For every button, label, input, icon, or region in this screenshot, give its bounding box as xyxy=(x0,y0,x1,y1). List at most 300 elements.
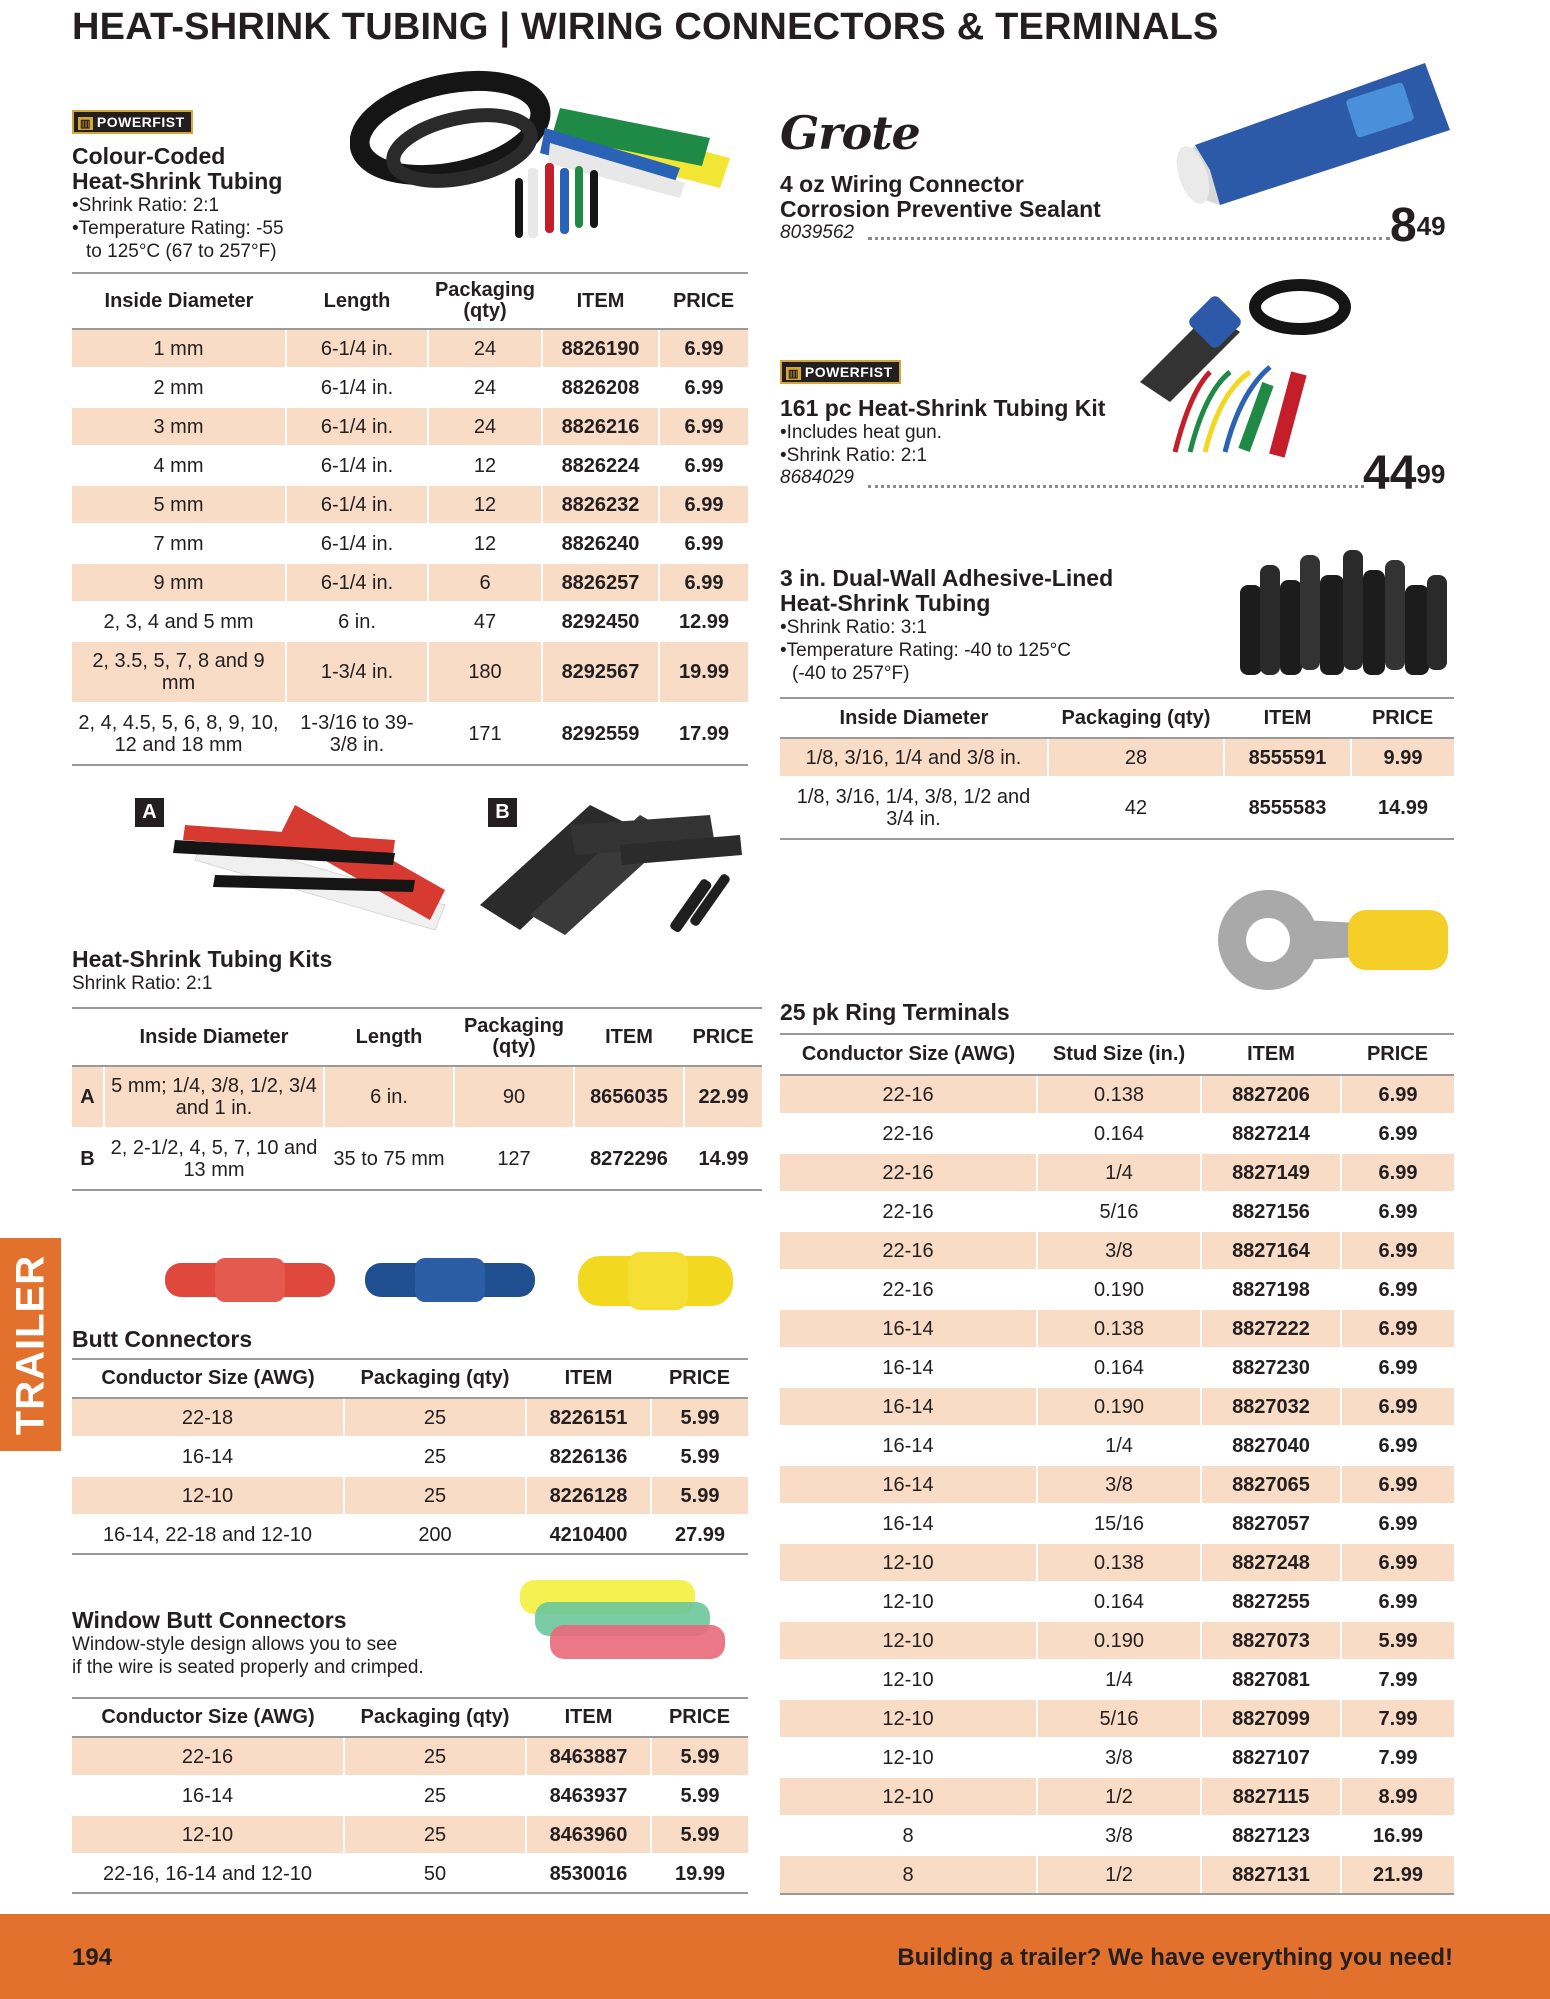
table-cell: 8827149 xyxy=(1201,1153,1341,1192)
table-cell: 16-14 xyxy=(780,1387,1037,1426)
table-cell: 8272296 xyxy=(574,1128,684,1190)
table-cell: 8826216 xyxy=(542,407,659,446)
table-cell: 12-10 xyxy=(72,1815,344,1854)
table-cell: 90 xyxy=(454,1066,574,1128)
product-title: 4 oz Wiring Connector xyxy=(780,171,1024,197)
table-cell: 8 xyxy=(780,1855,1037,1894)
table-row xyxy=(780,777,1454,839)
table-cell: 8826208 xyxy=(542,368,659,407)
table-cell: 1/2 xyxy=(1037,1777,1201,1816)
table-cell: 6-1/4 in. xyxy=(286,524,428,563)
table-body xyxy=(72,329,748,765)
table-body xyxy=(72,1398,748,1554)
table-row xyxy=(780,1387,1454,1426)
column-header: Length xyxy=(286,273,428,329)
table-cell: 1/2 xyxy=(1037,1855,1201,1894)
column-header: Conductor Size (AWG) xyxy=(72,1359,344,1398)
table-cell: 6.99 xyxy=(1341,1231,1454,1270)
colour-coded-table xyxy=(72,272,748,766)
table-row xyxy=(780,1660,1454,1699)
table-cell: 16-14 xyxy=(780,1348,1037,1387)
column-header: ITEM xyxy=(526,1698,651,1737)
section-tab xyxy=(0,1238,61,1451)
table-cell: 8827222 xyxy=(1201,1309,1341,1348)
butt-connectors-table xyxy=(72,1358,748,1555)
table-row xyxy=(72,1815,748,1854)
table-cell: 16-14 xyxy=(72,1776,344,1815)
table-cell: 6.99 xyxy=(1341,1582,1454,1621)
table-cell: 8827206 xyxy=(1201,1075,1341,1114)
table-cell: 14.99 xyxy=(684,1128,762,1190)
column-header: PRICE xyxy=(684,1008,762,1066)
table-row xyxy=(780,1543,1454,1582)
kits-table xyxy=(72,1007,762,1191)
column-header: Packaging (qty) xyxy=(344,1698,526,1737)
product-description: if the wire is seated properly and crimped. xyxy=(72,1657,424,1678)
table-cell: 6.99 xyxy=(1341,1504,1454,1543)
table-cell: 19.99 xyxy=(659,641,748,703)
table-cell: 25 xyxy=(344,1437,526,1476)
column-header: Inside Diameter xyxy=(104,1008,324,1066)
table-row xyxy=(72,602,748,641)
table-cell: 1/4 xyxy=(1037,1153,1201,1192)
table-row xyxy=(72,1128,762,1190)
table-cell: 8827198 xyxy=(1201,1270,1341,1309)
table-cell: 12-10 xyxy=(780,1660,1037,1699)
table-cell: 6.99 xyxy=(659,563,748,602)
table-cell: 6.99 xyxy=(659,329,748,368)
product-title: Heat-Shrink Tubing Kits xyxy=(72,946,333,972)
column-header: Inside Diameter xyxy=(72,273,286,329)
price-cents: 99 xyxy=(1416,459,1446,489)
table-row xyxy=(780,1114,1454,1153)
table-row xyxy=(72,641,748,703)
table-cell: 2, 3, 4 and 5 mm xyxy=(72,602,286,641)
table-cell: 0.164 xyxy=(1037,1114,1201,1153)
table-cell: 1/4 xyxy=(1037,1426,1201,1465)
table-cell: 8292567 xyxy=(542,641,659,703)
table-cell: 5/16 xyxy=(1037,1192,1201,1231)
table-cell: 8827214 xyxy=(1201,1114,1341,1153)
butt-connectors-image xyxy=(160,1248,740,1318)
table-cell: 0.164 xyxy=(1037,1348,1201,1387)
table-cell: 3/8 xyxy=(1037,1465,1201,1504)
table-row xyxy=(72,703,748,765)
table-cell: 24 xyxy=(428,407,542,446)
kit-a-tubing-image xyxy=(165,795,455,935)
table-row xyxy=(72,368,748,407)
window-butt-table xyxy=(72,1697,748,1894)
price-dollars: 44 xyxy=(1363,447,1417,500)
column-header: PRICE xyxy=(651,1359,748,1398)
table-row xyxy=(72,1854,748,1893)
table-cell: 22-18 xyxy=(72,1398,344,1437)
table-cell: 3/8 xyxy=(1037,1738,1201,1777)
column-header: ITEM xyxy=(574,1008,684,1066)
sealant-info xyxy=(780,172,1101,244)
table-cell: 12-10 xyxy=(780,1582,1037,1621)
table-cell: 12 xyxy=(428,524,542,563)
product-title: Heat-Shrink Tubing xyxy=(780,590,991,616)
table-cell: 0.138 xyxy=(1037,1075,1201,1114)
table-row xyxy=(780,1777,1454,1816)
table-cell: 3 mm xyxy=(72,407,286,446)
table-row xyxy=(780,1192,1454,1231)
column-header: PRICE xyxy=(1341,1034,1454,1075)
table-cell: 9.99 xyxy=(1351,738,1454,777)
table-cell: 8226128 xyxy=(526,1476,651,1515)
column-header: Packaging (qty) xyxy=(454,1008,574,1066)
table-row xyxy=(72,1066,762,1128)
product-sku: 8039562 xyxy=(780,222,854,243)
table-cell: 8827131 xyxy=(1201,1855,1341,1894)
table-cell: 127 xyxy=(454,1128,574,1190)
table-cell: 6.99 xyxy=(659,524,748,563)
colour-coded-tubing-image xyxy=(350,58,745,258)
table-cell: 22-16 xyxy=(72,1737,344,1776)
table-cell: 6.99 xyxy=(1341,1348,1454,1387)
product-title: Window Butt Connectors xyxy=(72,1607,347,1633)
table-cell: 8827164 xyxy=(1201,1231,1341,1270)
colour-coded-info xyxy=(72,144,362,263)
table-cell: 8292559 xyxy=(542,703,659,765)
table-cell: 6-1/4 in. xyxy=(286,485,428,524)
table-cell: 0.190 xyxy=(1037,1621,1201,1660)
table-cell: 8656035 xyxy=(574,1066,684,1128)
table-cell: 200 xyxy=(344,1515,526,1554)
table-cell: 6 in. xyxy=(286,602,428,641)
table-cell: 8826257 xyxy=(542,563,659,602)
table-cell: 1/8, 3/16, 1/4, 3/8, 1/2 and 3/4 in. xyxy=(780,777,1048,839)
table-cell: 6-1/4 in. xyxy=(286,563,428,602)
table-cell: 24 xyxy=(428,368,542,407)
sealant-price xyxy=(1390,199,1446,252)
table-cell: 8827040 xyxy=(1201,1426,1341,1465)
table-cell: 5.99 xyxy=(651,1776,748,1815)
table-cell: 6.99 xyxy=(1341,1465,1454,1504)
table-cell: 4210400 xyxy=(526,1515,651,1554)
dual-wall-table xyxy=(780,697,1454,840)
table-cell: 2, 2-1/2, 4, 5, 7, 10 and 13 mm xyxy=(104,1128,324,1190)
table-cell: 5.99 xyxy=(651,1815,748,1854)
ring-terminals-table xyxy=(780,1033,1454,1895)
table-cell: 12-10 xyxy=(780,1699,1037,1738)
table-cell: 22-16 xyxy=(780,1231,1037,1270)
table-cell: 24 xyxy=(428,329,542,368)
table-cell: 22.99 xyxy=(684,1066,762,1128)
powerfist-logo: ▥ POWERFIST xyxy=(780,360,901,384)
table-cell: 8.99 xyxy=(1341,1777,1454,1816)
table-cell: 180 xyxy=(428,641,542,703)
table-row xyxy=(780,1231,1454,1270)
table-cell: 25 xyxy=(344,1476,526,1515)
table-row xyxy=(780,1309,1454,1348)
product-feature: Shrink Ratio: 2:1 xyxy=(72,973,213,994)
table-cell: 1/4 xyxy=(1037,1660,1201,1699)
table-row xyxy=(72,1515,748,1554)
table-body xyxy=(72,1737,748,1893)
table-cell: 12-10 xyxy=(780,1621,1037,1660)
table-cell: 6.99 xyxy=(659,446,748,485)
table-cell: 42 xyxy=(1048,777,1224,839)
table-cell: 6.99 xyxy=(1341,1192,1454,1231)
table-cell: 6.99 xyxy=(1341,1270,1454,1309)
butt-connectors-title: Butt Connectors xyxy=(72,1326,253,1352)
product-title: 161 pc Heat-Shrink Tubing Kit xyxy=(780,395,1106,421)
table-cell: 7.99 xyxy=(1341,1699,1454,1738)
table-row xyxy=(72,1398,748,1437)
grote-logo: Grote xyxy=(780,106,920,160)
kit-b-tubing-image xyxy=(470,785,760,945)
table-cell: 28 xyxy=(1048,738,1224,777)
table-cell: 7.99 xyxy=(1341,1660,1454,1699)
product-feature: •Includes heat gun. xyxy=(780,422,942,443)
table-cell: 3/8 xyxy=(1037,1816,1201,1855)
table-cell: 1/8, 3/16, 1/4 and 3/8 in. xyxy=(780,738,1048,777)
table-cell: 50 xyxy=(344,1854,526,1893)
table-cell: 17.99 xyxy=(659,703,748,765)
table-cell: 2 mm xyxy=(72,368,286,407)
table-cell: 8827107 xyxy=(1201,1738,1341,1777)
table-row xyxy=(72,1776,748,1815)
table-cell: 16-14, 22-18 and 12-10 xyxy=(72,1515,344,1554)
table-cell: 8827156 xyxy=(1201,1192,1341,1231)
column-header: ITEM xyxy=(526,1359,651,1398)
table-cell: 6.99 xyxy=(659,485,748,524)
table-cell: 22-16 xyxy=(780,1192,1037,1231)
table-cell: 3/8 xyxy=(1037,1231,1201,1270)
table-cell: 12.99 xyxy=(659,602,748,641)
table-cell: 8555591 xyxy=(1224,738,1351,777)
ring-terminals-title: 25 pk Ring Terminals xyxy=(780,999,1010,1025)
column-header xyxy=(72,1008,104,1066)
column-header: Length xyxy=(324,1008,454,1066)
section-tab-label: TRAILER xyxy=(8,1254,52,1435)
table-cell: 6.99 xyxy=(1341,1075,1454,1114)
table-cell: 14.99 xyxy=(1351,777,1454,839)
table-cell: 6-1/4 in. xyxy=(286,446,428,485)
footer-tagline: Building a trailer? We have everything you need! xyxy=(897,1944,1453,1971)
table-cell: 22-16 xyxy=(780,1075,1037,1114)
table-cell: 5.99 xyxy=(651,1476,748,1515)
column-header: Conductor Size (AWG) xyxy=(780,1034,1037,1075)
table-cell: 5 mm xyxy=(72,485,286,524)
table-row xyxy=(72,485,748,524)
kit-label-a: A xyxy=(135,798,164,827)
table-cell: 0.164 xyxy=(1037,1582,1201,1621)
table-cell: 8 xyxy=(780,1816,1037,1855)
sealant-tube-image xyxy=(1175,55,1460,205)
table-cell: 25 xyxy=(344,1398,526,1437)
table-cell: 6.99 xyxy=(1341,1543,1454,1582)
column-header: Conductor Size (AWG) xyxy=(72,1698,344,1737)
column-header: Packaging (qty) xyxy=(1048,698,1224,738)
table-cell: 8463887 xyxy=(526,1737,651,1776)
table-cell: 1 mm xyxy=(72,329,286,368)
table-cell: 2, 4, 4.5, 5, 6, 8, 9, 10, 12 and 18 mm xyxy=(72,703,286,765)
table-cell: 7.99 xyxy=(1341,1738,1454,1777)
table-cell: 6.99 xyxy=(1341,1309,1454,1348)
table-row xyxy=(72,1437,748,1476)
price-leader-dots xyxy=(868,485,1364,488)
powerfist-label: POWERFIST xyxy=(96,114,185,130)
table-cell: 0.190 xyxy=(1037,1387,1201,1426)
table-row xyxy=(780,1270,1454,1309)
column-header: Packaging (qty) xyxy=(428,273,542,329)
table-body xyxy=(780,738,1454,839)
powerfist-label: POWERFIST xyxy=(804,364,893,380)
table-cell: 8555583 xyxy=(1224,777,1351,839)
column-header: ITEM xyxy=(1224,698,1351,738)
table-cell: 8826232 xyxy=(542,485,659,524)
table-cell: 5.99 xyxy=(651,1737,748,1776)
table-cell: 8827248 xyxy=(1201,1543,1341,1582)
heat-gun-kit-image xyxy=(1130,272,1370,462)
table-cell: 1-3/16 to 39-3/8 in. xyxy=(286,703,428,765)
product-feature: •Temperature Rating: -55 xyxy=(72,218,284,239)
table-cell: 6-1/4 in. xyxy=(286,329,428,368)
table-cell: 6.99 xyxy=(1341,1426,1454,1465)
table-row xyxy=(72,1476,748,1515)
price-dollars: 8 xyxy=(1390,199,1417,252)
table-cell: 0.190 xyxy=(1037,1270,1201,1309)
table-cell: 8463937 xyxy=(526,1776,651,1815)
table-cell: 171 xyxy=(428,703,542,765)
column-header: PRICE xyxy=(651,1698,748,1737)
table-row xyxy=(780,1738,1454,1777)
table-cell: 8530016 xyxy=(526,1854,651,1893)
table-cell: 25 xyxy=(344,1737,526,1776)
table-cell: 22-16 xyxy=(780,1153,1037,1192)
column-header: PRICE xyxy=(1351,698,1454,738)
table-cell: 6.99 xyxy=(1341,1114,1454,1153)
table-row xyxy=(72,407,748,446)
price-cents: 49 xyxy=(1416,211,1446,241)
table-cell: 22-16 xyxy=(780,1270,1037,1309)
table-cell: 9 mm xyxy=(72,563,286,602)
table-row xyxy=(780,1504,1454,1543)
table-cell: 5/16 xyxy=(1037,1699,1201,1738)
table-cell: 16-14 xyxy=(780,1504,1037,1543)
table-cell: 8826190 xyxy=(542,329,659,368)
table-cell: 8463960 xyxy=(526,1815,651,1854)
kit-label-b: B xyxy=(488,798,517,827)
table-cell: 47 xyxy=(428,602,542,641)
table-row xyxy=(72,1737,748,1776)
table-cell: 5.99 xyxy=(651,1437,748,1476)
product-feature: •Shrink Ratio: 3:1 xyxy=(780,617,928,638)
column-header: ITEM xyxy=(1201,1034,1341,1075)
table-cell: 12-10 xyxy=(72,1476,344,1515)
table-cell: 12-10 xyxy=(780,1543,1037,1582)
table-cell: 12-10 xyxy=(780,1777,1037,1816)
page-footer xyxy=(0,1914,1550,1999)
product-feature: •Shrink Ratio: 2:1 xyxy=(780,445,928,466)
table-row xyxy=(72,329,748,368)
table-row xyxy=(780,1621,1454,1660)
product-feature: (-40 to 257°F) xyxy=(792,663,910,684)
table-cell: 6 xyxy=(428,563,542,602)
table-cell: 6.99 xyxy=(659,407,748,446)
table-cell: 12 xyxy=(428,446,542,485)
table-cell: 1-3/4 in. xyxy=(286,641,428,703)
table-cell: 8827081 xyxy=(1201,1660,1341,1699)
table-cell: 8826224 xyxy=(542,446,659,485)
product-description: Window-style design allows you to see xyxy=(72,1634,398,1655)
table-body xyxy=(72,1066,762,1190)
table-row xyxy=(72,446,748,485)
table-cell: 8827115 xyxy=(1201,1777,1341,1816)
column-header: Inside Diameter xyxy=(780,698,1048,738)
table-cell: 5 mm; 1/4, 3/8, 1/2, 3/4 and 1 in. xyxy=(104,1066,324,1128)
table-cell: 6.99 xyxy=(1341,1153,1454,1192)
table-row xyxy=(780,1348,1454,1387)
table-cell: B xyxy=(72,1128,104,1190)
table-cell: 19.99 xyxy=(651,1854,748,1893)
product-title: Colour-Coded xyxy=(72,143,226,169)
table-cell: 21.99 xyxy=(1341,1855,1454,1894)
column-header: ITEM xyxy=(542,273,659,329)
table-cell: 22-16 xyxy=(780,1114,1037,1153)
table-row xyxy=(780,1699,1454,1738)
table-cell: 22-16, 16-14 and 12-10 xyxy=(72,1854,344,1893)
product-feature: to 125°C (67 to 257°F) xyxy=(86,241,277,262)
table-cell: 35 to 75 mm xyxy=(324,1128,454,1190)
window-butt-connectors-image xyxy=(510,1575,730,1665)
table-cell: 0.138 xyxy=(1037,1309,1201,1348)
table-cell: 16.99 xyxy=(1341,1816,1454,1855)
window-butt-info xyxy=(72,1608,424,1679)
column-header: PRICE xyxy=(659,273,748,329)
dual-wall-info xyxy=(780,566,1113,685)
ring-terminal-image xyxy=(1208,885,1458,995)
kits-info xyxy=(72,947,332,995)
table-row xyxy=(72,524,748,563)
table-cell: 8827032 xyxy=(1201,1387,1341,1426)
table-cell: 7 mm xyxy=(72,524,286,563)
price-leader-dots xyxy=(868,237,1390,240)
table-row xyxy=(780,1582,1454,1621)
product-sku: 8684029 xyxy=(780,467,854,488)
table-cell: 8827123 xyxy=(1201,1816,1341,1855)
dual-wall-tubing-image xyxy=(1235,545,1455,680)
product-title: 3 in. Dual-Wall Adhesive-Lined xyxy=(780,565,1114,591)
table-cell: 8827230 xyxy=(1201,1348,1341,1387)
product-title: Heat-Shrink Tubing xyxy=(72,168,283,194)
table-row xyxy=(780,1426,1454,1465)
table-row xyxy=(780,1153,1454,1192)
powerfist-logo: ▥ POWERFIST xyxy=(72,110,193,134)
table-cell: 8827065 xyxy=(1201,1465,1341,1504)
table-cell: 8292450 xyxy=(542,602,659,641)
table-cell: 15/16 xyxy=(1037,1504,1201,1543)
table-cell: 6 in. xyxy=(324,1066,454,1128)
table-cell: 2, 3.5, 5, 7, 8 and 9 mm xyxy=(72,641,286,703)
kit161-price xyxy=(1363,447,1446,500)
table-row xyxy=(780,1075,1454,1114)
table-cell: A xyxy=(72,1066,104,1128)
table-cell: 8827099 xyxy=(1201,1699,1341,1738)
table-row xyxy=(72,563,748,602)
table-cell: 16-14 xyxy=(780,1465,1037,1504)
page-title: HEAT-SHRINK TUBING | WIRING CONNECTORS & TERMINALS xyxy=(72,6,1219,48)
table-cell: 16-14 xyxy=(72,1437,344,1476)
table-cell: 12-10 xyxy=(780,1738,1037,1777)
table-cell: 4 mm xyxy=(72,446,286,485)
table-cell: 8827255 xyxy=(1201,1582,1341,1621)
kit161-info xyxy=(780,396,1105,489)
table-cell: 8827057 xyxy=(1201,1504,1341,1543)
